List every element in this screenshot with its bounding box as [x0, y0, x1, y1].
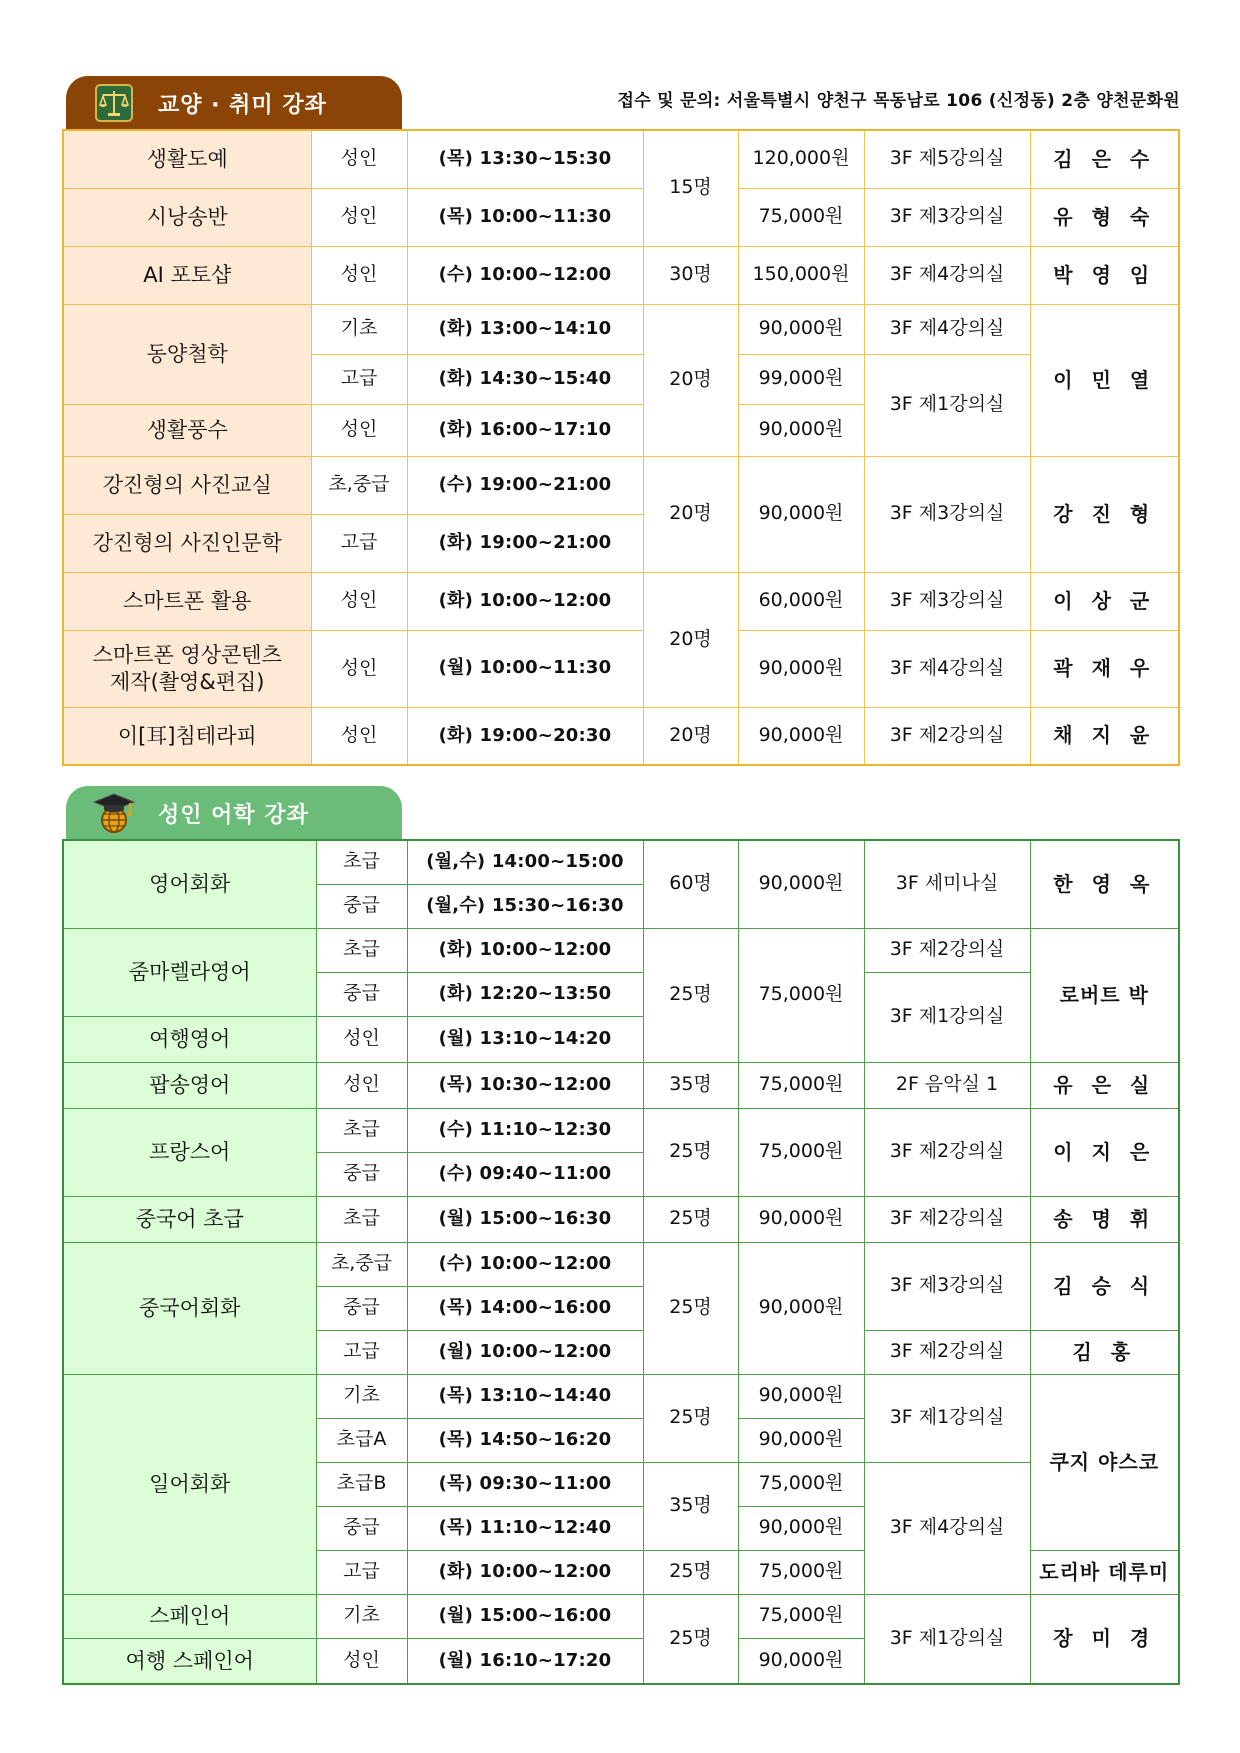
course-time: (월,수) 15:30~16:30: [407, 884, 643, 928]
course-room: 3F 제3강의실: [864, 456, 1030, 572]
course-name: 이[耳]침테라피: [63, 707, 311, 765]
course-name: 줌마렐라영어: [63, 928, 316, 1016]
course-fee: 75,000원: [738, 1550, 864, 1594]
course-time: (화) 16:00~17:10: [407, 404, 643, 456]
graduation-cap-globe-icon: [92, 791, 136, 835]
course-level: 성인: [311, 188, 407, 246]
course-level: 초,중급: [316, 1242, 407, 1286]
course-name: 영어회화: [63, 840, 316, 928]
course-name: 프랑스어: [63, 1108, 316, 1196]
course-name-line2: 제작(촬영&편집): [110, 669, 265, 694]
course-time: (화) 10:00~12:00: [407, 572, 643, 630]
course-instructor: 박 영 임: [1030, 246, 1179, 304]
course-name: 팝송영어: [63, 1062, 316, 1108]
course-time: (목) 10:00~11:30: [407, 188, 643, 246]
course-room: 3F 제2강의실: [864, 928, 1030, 972]
course-time: (화) 14:30~15:40: [407, 354, 643, 404]
table-row: [63, 130, 1179, 188]
course-level: 성인: [316, 1016, 407, 1062]
course-instructor: 쿠지 야스코: [1030, 1374, 1179, 1550]
language-section-tab: [66, 786, 402, 840]
culture-course-table: [62, 129, 1180, 766]
course-time: (월) 10:00~11:30: [407, 630, 643, 707]
course-level: 초급: [316, 840, 407, 884]
course-fee: 90,000원: [738, 630, 864, 707]
course-capacity: 25명: [643, 1594, 738, 1684]
culture-section-tab: [66, 76, 402, 130]
course-instructor: 이 상 군: [1030, 572, 1179, 630]
course-time: (화) 12:20~13:50: [407, 972, 643, 1016]
course-fee: 120,000원: [738, 130, 864, 188]
course-level: 중급: [316, 884, 407, 928]
course-room: 3F 제4강의실: [864, 630, 1030, 707]
table-row: [63, 928, 1179, 972]
course-room: 3F 제4강의실: [864, 1462, 1030, 1594]
course-level: 성인: [311, 630, 407, 707]
table-row: [63, 572, 1179, 630]
course-time: (수) 10:00~12:00: [407, 1242, 643, 1286]
course-name: 여행영어: [63, 1016, 316, 1062]
course-name: 중국어 초급: [63, 1196, 316, 1242]
course-name: 중국어회화: [63, 1242, 316, 1374]
course-level: 성인: [311, 246, 407, 304]
language-course-table: [62, 839, 1180, 1685]
course-capacity: 25명: [643, 1196, 738, 1242]
course-instructor: 이 민 열: [1030, 304, 1179, 456]
course-fee: 60,000원: [738, 572, 864, 630]
course-room: 3F 제2강의실: [864, 1108, 1030, 1196]
table-row: [63, 304, 1179, 354]
course-level: 고급: [311, 354, 407, 404]
course-fee: 75,000원: [738, 1462, 864, 1506]
course-fee: 90,000원: [738, 456, 864, 572]
course-name: 일어회화: [63, 1374, 316, 1594]
language-section-title: 성인 어학 강좌: [158, 802, 309, 828]
course-time: (화) 13:00~14:10: [407, 304, 643, 354]
course-room: 3F 제1강의실: [864, 1594, 1030, 1684]
course-capacity: 30명: [643, 246, 738, 304]
table-row: [63, 1242, 1179, 1286]
course-fee: 75,000원: [738, 928, 864, 1062]
course-fee: 90,000원: [738, 1418, 864, 1462]
course-instructor: 김 승 식: [1030, 1242, 1179, 1330]
course-time: (화) 10:00~12:00: [407, 928, 643, 972]
course-capacity: 25명: [643, 1374, 738, 1462]
course-level: 성인: [311, 707, 407, 765]
course-level: 성인: [316, 1062, 407, 1108]
course-time: (목) 09:30~11:00: [407, 1462, 643, 1506]
course-room: 3F 제4강의실: [864, 246, 1030, 304]
table-row: [63, 188, 1179, 246]
course-time: (월) 15:00~16:30: [407, 1196, 643, 1242]
course-room: 3F 제5강의실: [864, 130, 1030, 188]
course-level: 성인: [311, 572, 407, 630]
course-fee: 90,000원: [738, 1506, 864, 1550]
course-capacity: 60명: [643, 840, 738, 928]
course-capacity: 20명: [643, 572, 738, 707]
course-room: 3F 제2강의실: [864, 707, 1030, 765]
course-time: (월) 15:00~16:00: [407, 1594, 643, 1638]
course-time: (월) 16:10~17:20: [407, 1638, 643, 1684]
justice-scales-icon: [92, 81, 136, 125]
course-name: 시낭송반: [63, 188, 311, 246]
course-capacity: 25명: [643, 1108, 738, 1196]
course-level: 초급: [316, 928, 407, 972]
course-level: 성인: [311, 404, 407, 456]
course-fee: 90,000원: [738, 1638, 864, 1684]
course-fee: 75,000원: [738, 1594, 864, 1638]
culture-section-title: 교양 · 취미 강좌: [158, 92, 327, 118]
contact-info: 접수 및 문의: 서울특별시 양천구 목동남로 106 (신정동) 2층 양천문화원: [617, 91, 1180, 111]
course-fee: 90,000원: [738, 404, 864, 456]
course-fee: 99,000원: [738, 354, 864, 404]
course-time: (목) 14:00~16:00: [407, 1286, 643, 1330]
course-instructor: 채 지 윤: [1030, 707, 1179, 765]
course-level: 초급B: [316, 1462, 407, 1506]
course-room: 3F 제3강의실: [864, 572, 1030, 630]
course-time: (수) 10:00~12:00: [407, 246, 643, 304]
course-time: (목) 14:50~16:20: [407, 1418, 643, 1462]
course-level: 기초: [316, 1594, 407, 1638]
course-name: 생활도예: [63, 130, 311, 188]
course-time: (월) 13:10~14:20: [407, 1016, 643, 1062]
course-time: (화) 19:00~21:00: [407, 514, 643, 572]
course-name: 생활풍수: [63, 404, 311, 456]
course-capacity: 20명: [643, 304, 738, 456]
course-capacity: 20명: [643, 707, 738, 765]
table-row: [63, 1062, 1179, 1108]
course-time: (월) 10:00~12:00: [407, 1330, 643, 1374]
course-instructor: 곽 재 우: [1030, 630, 1179, 707]
course-time: (목) 13:10~14:40: [407, 1374, 643, 1418]
course-fee: 90,000원: [738, 1374, 864, 1418]
course-level: 중급: [316, 1286, 407, 1330]
course-time: (수) 11:10~12:30: [407, 1108, 643, 1152]
course-time: (목) 10:30~12:00: [407, 1062, 643, 1108]
course-level: 기초: [316, 1374, 407, 1418]
course-level: 초,중급: [311, 456, 407, 514]
course-instructor: 이 지 은: [1030, 1108, 1179, 1196]
course-capacity: 25명: [643, 1550, 738, 1594]
course-fee: 90,000원: [738, 304, 864, 354]
course-level: 기초: [311, 304, 407, 354]
course-room: 3F 제2강의실: [864, 1330, 1030, 1374]
course-level: 고급: [311, 514, 407, 572]
course-capacity: 25명: [643, 928, 738, 1062]
course-room: 3F 제1강의실: [864, 972, 1030, 1062]
table-row: [63, 246, 1179, 304]
table-row: [63, 1108, 1179, 1152]
course-instructor: 장 미 경: [1030, 1594, 1179, 1684]
table-row: [63, 456, 1179, 514]
course-capacity: 15명: [643, 130, 738, 246]
course-level: 고급: [316, 1550, 407, 1594]
table-row: [63, 1374, 1179, 1418]
course-room: 3F 제1강의실: [864, 1374, 1030, 1462]
course-level: 초급: [316, 1108, 407, 1152]
course-level: 중급: [316, 1506, 407, 1550]
course-instructor: 도리바 데루미: [1030, 1550, 1179, 1594]
course-name: AI 포토샵: [63, 246, 311, 304]
table-row: [63, 840, 1179, 884]
course-time: (월,수) 14:00~15:00: [407, 840, 643, 884]
course-instructor: 김 은 수: [1030, 130, 1179, 188]
course-room: 3F 세미나실: [864, 840, 1030, 928]
course-instructor: 한 영 옥: [1030, 840, 1179, 928]
course-room: 3F 제4강의실: [864, 304, 1030, 354]
course-time: (목) 13:30~15:30: [407, 130, 643, 188]
course-instructor: 송 명 휘: [1030, 1196, 1179, 1242]
course-time: (화) 19:00~20:30: [407, 707, 643, 765]
course-instructor: 유 형 숙: [1030, 188, 1179, 246]
course-fee: 75,000원: [738, 188, 864, 246]
course-time: (목) 11:10~12:40: [407, 1506, 643, 1550]
course-name: 스페인어: [63, 1594, 316, 1638]
course-time: (수) 09:40~11:00: [407, 1152, 643, 1196]
course-fee: 90,000원: [738, 707, 864, 765]
table-row: [63, 707, 1179, 765]
course-fee: 75,000원: [738, 1062, 864, 1108]
course-instructor: 유 은 실: [1030, 1062, 1179, 1108]
course-name: 스마트폰 활용: [63, 572, 311, 630]
course-level: 성인: [316, 1638, 407, 1684]
course-room: 3F 제1강의실: [864, 354, 1030, 456]
course-name: 동양철학: [63, 304, 311, 404]
table-row: [63, 1594, 1179, 1638]
course-level: 중급: [316, 972, 407, 1016]
course-name: 강진형의 사진인문학: [63, 514, 311, 572]
course-capacity: 35명: [643, 1462, 738, 1550]
course-fee: 150,000원: [738, 246, 864, 304]
course-room: 2F 음악실 1: [864, 1062, 1030, 1108]
course-level: 초급: [316, 1196, 407, 1242]
course-fee: 75,000원: [738, 1108, 864, 1196]
course-capacity: 25명: [643, 1242, 738, 1374]
course-fee: 90,000원: [738, 840, 864, 928]
course-level: 고급: [316, 1330, 407, 1374]
course-fee: 90,000원: [738, 1196, 864, 1242]
course-name-line1: 스마트폰 영상콘텐츠: [92, 643, 282, 668]
course-time: (화) 10:00~12:00: [407, 1550, 643, 1594]
course-name: [63, 630, 311, 707]
course-name: 여행 스페인어: [63, 1638, 316, 1684]
course-time: (수) 19:00~21:00: [407, 456, 643, 514]
course-fee: 90,000원: [738, 1242, 864, 1374]
course-instructor: 로버트 박: [1030, 928, 1179, 1062]
course-level: 성인: [311, 130, 407, 188]
course-room: 3F 제3강의실: [864, 1242, 1030, 1330]
course-level: 중급: [316, 1152, 407, 1196]
course-capacity: 20명: [643, 456, 738, 572]
course-level: 초급A: [316, 1418, 407, 1462]
course-instructor: 강 진 형: [1030, 456, 1179, 572]
course-instructor: 김 홍: [1030, 1330, 1179, 1374]
table-row: [63, 630, 1179, 707]
course-room: 3F 제3강의실: [864, 188, 1030, 246]
table-row: [63, 1196, 1179, 1242]
course-room: 3F 제2강의실: [864, 1196, 1030, 1242]
course-capacity: 35명: [643, 1062, 738, 1108]
course-name: 강진형의 사진교실: [63, 456, 311, 514]
